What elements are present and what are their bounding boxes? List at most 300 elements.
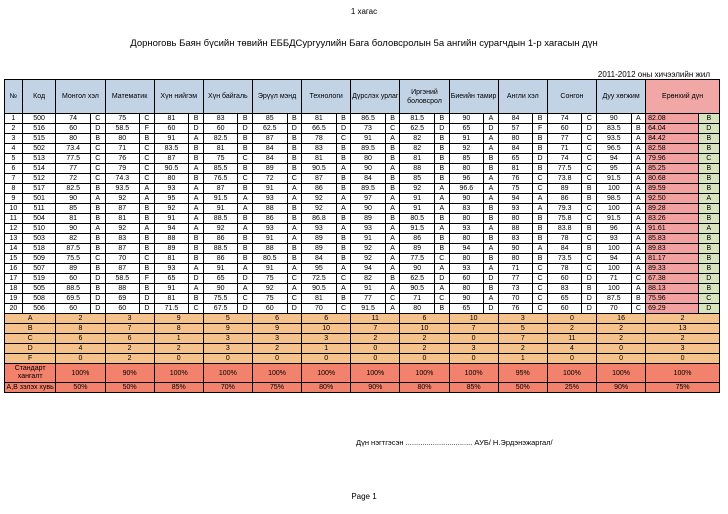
standard-row-value: 100% <box>154 364 203 383</box>
subject-score: 83 <box>449 204 484 214</box>
distribution-count: 0 <box>449 354 498 364</box>
subject-score: 83 <box>547 284 582 294</box>
subject-grade: A <box>336 164 351 174</box>
subject-score: 72 <box>56 174 91 184</box>
subject-score: 91.5 <box>597 214 632 224</box>
subject-score: 86.5 <box>351 114 386 124</box>
final-grade: B <box>698 234 719 244</box>
distribution-count: 8 <box>56 324 105 334</box>
subject-grade: C <box>582 144 597 154</box>
subject-score: 75.5 <box>203 294 238 304</box>
distribution-count: 4 <box>547 344 596 354</box>
student-code: 519 <box>22 274 56 284</box>
subject-score: 77.5 <box>547 164 582 174</box>
school-year: 2011-2012 оны хичээлийн жил <box>597 70 710 79</box>
subject-score: 91 <box>400 204 435 214</box>
subject-score: 80 <box>449 214 484 224</box>
subject-score: 86 <box>547 194 582 204</box>
subject-grade: B <box>336 154 351 164</box>
final-grade: B <box>698 134 719 144</box>
grade-distribution-row <box>5 314 720 324</box>
subject-score: 80 <box>105 134 140 144</box>
subject-score: 92 <box>203 224 238 234</box>
subject-grade: C <box>238 294 253 304</box>
row-number: 7 <box>5 174 23 184</box>
subject-score: 76.5 <box>203 174 238 184</box>
subject-grade: A <box>385 134 400 144</box>
subject-grade: D <box>582 294 597 304</box>
subject-score: 93 <box>302 224 337 234</box>
subject-grade: A <box>336 194 351 204</box>
subject-score: 71 <box>400 294 435 304</box>
student-code: 503 <box>22 234 56 244</box>
subject-score: 92 <box>449 144 484 154</box>
student-code: 500 <box>22 114 56 124</box>
row-number: 8 <box>5 184 23 194</box>
subject-score: 77.5 <box>56 154 91 164</box>
final-score: 82.58 <box>646 144 698 154</box>
subject-grade: C <box>140 114 155 124</box>
final-grade: B <box>698 174 719 184</box>
subject-grade: C <box>90 254 105 264</box>
subject-score: 89 <box>400 244 435 254</box>
subject-score: 90 <box>449 294 484 304</box>
row-number: 14 <box>5 244 23 254</box>
distribution-count: 10 <box>400 324 449 334</box>
subject-grade: A <box>385 244 400 254</box>
subject-score: 91 <box>449 134 484 144</box>
subject-grade: B <box>189 294 204 304</box>
distribution-final-count: 0 <box>646 354 720 364</box>
final-grade: B <box>698 214 719 224</box>
distribution-count: 11 <box>351 314 400 324</box>
distribution-count: 9 <box>154 314 203 324</box>
student-code: 510 <box>22 224 56 234</box>
subject-score: 87 <box>154 154 189 164</box>
subject-grade: B <box>385 274 400 284</box>
standard-row <box>5 364 720 383</box>
subject-score: 60 <box>252 304 287 314</box>
subject-grade: B <box>484 284 499 294</box>
standard-row-value: 100% <box>56 364 105 383</box>
subject-grade: A <box>484 224 499 234</box>
subject-grade: B <box>189 254 204 264</box>
ab-quality-row-value: 50% <box>498 383 547 393</box>
standard-row-value: 100% <box>252 364 301 383</box>
subject-grade: B <box>90 244 105 254</box>
subject-score: 91 <box>252 264 287 274</box>
subject-score: 83.5 <box>597 124 632 134</box>
subject-grade: C <box>140 154 155 164</box>
student-row <box>5 254 720 264</box>
distribution-count: 1 <box>498 354 547 364</box>
subject-grade: B <box>238 254 253 264</box>
subject-score: 81 <box>154 114 189 124</box>
subject-score: 81 <box>56 214 91 224</box>
subject-grade: B <box>385 144 400 154</box>
distribution-final-count: 2 <box>646 334 720 344</box>
subject-score: 71 <box>547 144 582 154</box>
subject-grade: A <box>385 164 400 174</box>
distribution-count: 10 <box>449 314 498 324</box>
subject-score: 93 <box>252 194 287 204</box>
subject-grade: B <box>189 144 204 154</box>
subject-grade: C <box>533 294 548 304</box>
final-grade: D <box>698 124 719 134</box>
subject-grade: A <box>189 194 204 204</box>
subject-score: 75 <box>252 294 287 304</box>
distribution-label: B <box>5 324 56 334</box>
subject-score: 90 <box>203 284 238 294</box>
subject-score: 92 <box>105 194 140 204</box>
subject-grade: B <box>533 164 548 174</box>
subject-grade: C <box>582 164 597 174</box>
distribution-count: 0 <box>302 354 351 364</box>
student-code: 513 <box>22 154 56 164</box>
subject-grade: B <box>238 134 253 144</box>
subject-score: 83 <box>105 234 140 244</box>
subject-score: 60 <box>56 274 91 284</box>
subject-grade: C <box>90 164 105 174</box>
subject-grade: C <box>582 254 597 264</box>
subject-score: 87.5 <box>56 244 91 254</box>
standard-row-label: Стандарт хангалт <box>5 364 56 383</box>
subject-grade: A <box>631 194 646 204</box>
subject-grade: A <box>336 224 351 234</box>
subject-grade: B <box>533 234 548 244</box>
row-number: 3 <box>5 134 23 144</box>
final-grade: B <box>698 164 719 174</box>
subject-grade: B <box>336 144 351 154</box>
subject-score: 75.8 <box>547 214 582 224</box>
subject-grade: C <box>582 154 597 164</box>
subject-score: 62.5 <box>400 274 435 284</box>
subject-grade: B <box>90 264 105 274</box>
final-grade: D <box>698 304 719 314</box>
subject-score: 57 <box>498 124 533 134</box>
subject-grade: A <box>631 144 646 154</box>
subject-grade: A <box>238 194 253 204</box>
subject-score: 80 <box>498 254 533 264</box>
subject-score: 89 <box>154 244 189 254</box>
subject-grade: B <box>582 224 597 234</box>
subject-score: 91 <box>400 194 435 204</box>
subject-score: 87 <box>105 204 140 214</box>
subject-score: 92 <box>400 184 435 194</box>
subject-grade: B <box>287 134 302 144</box>
subject-score: 94 <box>351 264 386 274</box>
distribution-count: 2 <box>351 334 400 344</box>
subject-grade: A <box>484 194 499 204</box>
subject-grade: B <box>336 184 351 194</box>
final-grade: B <box>698 204 719 214</box>
subject-grade: A <box>484 114 499 124</box>
subject-grade: B <box>484 164 499 174</box>
distribution-count: 7 <box>498 334 547 344</box>
distribution-count: 9 <box>252 324 301 334</box>
final-score: 85.25 <box>646 164 698 174</box>
table-body <box>5 114 720 393</box>
standard-row-value: 100% <box>597 364 646 383</box>
subject-grade: A <box>631 204 646 214</box>
subject-score: 94 <box>498 194 533 204</box>
final-grade: D <box>698 274 719 284</box>
subject-grade: A <box>189 184 204 194</box>
student-row <box>5 194 720 204</box>
distribution-count: 0 <box>547 354 596 364</box>
row-number: 4 <box>5 144 23 154</box>
distribution-count: 7 <box>449 324 498 334</box>
subject-grade: B <box>385 214 400 224</box>
subject-score: 91 <box>252 184 287 194</box>
subject-grade: B <box>484 154 499 164</box>
ab-quality-row-value: 25% <box>547 383 596 393</box>
subject-grade: B <box>385 174 400 184</box>
distribution-count: 0 <box>547 314 596 324</box>
subject-grade: B <box>336 294 351 304</box>
subject-score: 80 <box>154 174 189 184</box>
subject-grade: D <box>90 304 105 314</box>
subject-grade: B <box>533 144 548 154</box>
ab-quality-row-value: 75% <box>252 383 301 393</box>
distribution-count: 0 <box>597 344 646 354</box>
subject-grade: B <box>238 144 253 154</box>
subject-score: 93 <box>449 224 484 234</box>
subject-grade: B <box>238 184 253 194</box>
subject-score: 74 <box>547 114 582 124</box>
subject-score: 77 <box>498 274 533 284</box>
ab-quality-row-final: 75% <box>646 383 720 393</box>
subject-score: 58.5 <box>105 124 140 134</box>
subject-grade: B <box>435 144 450 154</box>
subject-grade: C <box>287 294 302 304</box>
final-score: 89.28 <box>646 204 698 214</box>
subject-grade: C <box>238 174 253 184</box>
subject-grade: A <box>238 224 253 234</box>
grade-distribution-row <box>5 334 720 344</box>
subject-score: 96.6 <box>449 184 484 194</box>
ab-quality-row-value: 80% <box>400 383 449 393</box>
distribution-count: 1 <box>154 334 203 344</box>
ab-quality-row-value: 90% <box>597 383 646 393</box>
subject-score: 91 <box>203 264 238 274</box>
ab-quality-row-value: 50% <box>105 383 154 393</box>
subject-grade: A <box>238 264 253 274</box>
subject-score: 80 <box>400 304 435 314</box>
subject-score: 90.5 <box>302 284 337 294</box>
subject-score: 86 <box>400 234 435 244</box>
subject-grade: A <box>189 204 204 214</box>
subject-score: 76 <box>105 154 140 164</box>
subject-score: 83 <box>302 144 337 154</box>
subject-grade: B <box>435 114 450 124</box>
distribution-count: 2 <box>105 354 154 364</box>
subject-grade: A <box>435 264 450 274</box>
row-number: 11 <box>5 214 23 224</box>
grade-distribution-row <box>5 354 720 364</box>
subject-grade: A <box>631 154 646 164</box>
student-row <box>5 294 720 304</box>
subject-grade: A <box>631 164 646 174</box>
subject-grade: C <box>582 264 597 274</box>
subject-score: 65 <box>154 274 189 284</box>
distribution-count: 0 <box>56 354 105 364</box>
subject-score: 87 <box>105 244 140 254</box>
subject-grade: A <box>435 194 450 204</box>
subject-score: 93 <box>252 224 287 234</box>
distribution-count: 3 <box>252 334 301 344</box>
standard-row-value: 100% <box>400 364 449 383</box>
subject-score: 92 <box>351 244 386 254</box>
subject-grade: B <box>435 234 450 244</box>
subject-grade: F <box>140 274 155 284</box>
distribution-count: 2 <box>547 324 596 334</box>
subject-grade: D <box>189 124 204 134</box>
student-code: 511 <box>22 204 56 214</box>
student-code: 507 <box>22 264 56 274</box>
subject-grade: B <box>189 174 204 184</box>
subject-grade: A <box>484 264 499 274</box>
final-grade: C <box>698 294 719 304</box>
subject-score: 86.8 <box>302 214 337 224</box>
subject-grade: A <box>385 284 400 294</box>
row-number: 16 <box>5 264 23 274</box>
subject-grade: D <box>435 274 450 284</box>
subject-score: 75 <box>203 154 238 164</box>
distribution-count: 0 <box>351 344 400 354</box>
subject-grade: D <box>336 124 351 134</box>
distribution-count: 2 <box>400 344 449 354</box>
subject-score: 98.5 <box>597 194 632 204</box>
subject-score: 91 <box>154 214 189 224</box>
subject-score: 89 <box>302 234 337 244</box>
student-code: 509 <box>22 254 56 264</box>
subject-score: 83.8 <box>547 224 582 234</box>
final-score: 85.83 <box>646 234 698 244</box>
subject-grade: A <box>189 214 204 224</box>
subject-score: 71 <box>597 274 632 284</box>
subject-grade: A <box>484 144 499 154</box>
subject-score: 81 <box>302 114 337 124</box>
footer-note: Дүн нэгтгэсэн ................................ АУБ/ Н.Эрдэнэжаргал/ <box>356 438 553 447</box>
final-score: 75.96 <box>646 294 698 304</box>
subject-score: 82 <box>400 134 435 144</box>
subject-grade: A <box>484 294 499 304</box>
subject-score: 73.8 <box>547 174 582 184</box>
distribution-count: 2 <box>400 334 449 344</box>
subject-score: 70 <box>302 304 337 314</box>
subject-grade: D <box>484 274 499 284</box>
subject-score: 87 <box>105 264 140 274</box>
subject-score: 94 <box>597 254 632 264</box>
standard-row-value: 100% <box>351 364 400 383</box>
final-grade: B <box>698 264 719 274</box>
student-row <box>5 274 720 284</box>
subject-score: 92 <box>105 224 140 234</box>
subject-grade: B <box>90 134 105 144</box>
final-score: 92.50 <box>646 194 698 204</box>
subject-score: 80 <box>498 214 533 224</box>
subject-grade: B <box>287 204 302 214</box>
subject-score: 95 <box>597 164 632 174</box>
subject-score: 89 <box>547 184 582 194</box>
subject-score: 92 <box>351 254 386 264</box>
subject-score: 84 <box>302 254 337 264</box>
header-subject: Технологи <box>302 80 351 114</box>
row-number: 6 <box>5 164 23 174</box>
subject-score: 91.5 <box>203 194 238 204</box>
subject-score: 95 <box>154 194 189 204</box>
subject-grade: A <box>287 184 302 194</box>
subject-score: 74.3 <box>105 174 140 184</box>
subject-score: 62.5 <box>252 124 287 134</box>
subject-grade: F <box>533 124 548 134</box>
subject-grade: B <box>582 244 597 254</box>
subject-grade: B <box>631 124 646 134</box>
subject-grade: B <box>385 114 400 124</box>
subject-grade: C <box>287 174 302 184</box>
subject-grade: A <box>435 284 450 294</box>
student-code: 518 <box>22 244 56 254</box>
subject-score: 84 <box>252 144 287 154</box>
grades-table <box>4 79 720 393</box>
subject-grade: C <box>582 204 597 214</box>
subject-grade: C <box>385 294 400 304</box>
subject-score: 90 <box>351 164 386 174</box>
subject-grade: A <box>385 264 400 274</box>
student-row <box>5 284 720 294</box>
distribution-count: 3 <box>449 344 498 354</box>
subject-score: 60 <box>105 304 140 314</box>
header-subject: Сонгон <box>547 80 596 114</box>
subject-grade: A <box>189 284 204 294</box>
subject-grade: A <box>90 194 105 204</box>
subject-grade: B <box>238 164 253 174</box>
subject-score: 80 <box>449 254 484 264</box>
subject-grade: D <box>140 294 155 304</box>
subject-score: 83 <box>498 234 533 244</box>
subject-grade: A <box>189 164 204 174</box>
subject-score: 90.5 <box>302 164 337 174</box>
subject-score: 87 <box>252 134 287 144</box>
subject-score: 88.5 <box>203 244 238 254</box>
header-subject: Математик <box>105 80 154 114</box>
subject-grade: D <box>238 274 253 284</box>
distribution-final-count: 2 <box>646 314 720 324</box>
student-row <box>5 264 720 274</box>
subject-grade: B <box>484 204 499 214</box>
subject-score: 88 <box>498 224 533 234</box>
subject-grade: A <box>336 284 351 294</box>
student-code: 502 <box>22 144 56 154</box>
subject-grade: C <box>140 144 155 154</box>
subject-grade: B <box>336 174 351 184</box>
final-score: 82.08 <box>646 114 698 124</box>
distribution-final-count: 3 <box>646 344 720 354</box>
subject-score: 94 <box>154 224 189 234</box>
subject-grade: B <box>484 254 499 264</box>
subject-grade: A <box>238 284 253 294</box>
subject-score: 72.5 <box>302 274 337 284</box>
subject-score: 60 <box>203 124 238 134</box>
subject-score: 65 <box>203 274 238 284</box>
subject-score: 82.5 <box>203 134 238 144</box>
subject-score: 75.5 <box>56 254 91 264</box>
distribution-count: 2 <box>252 344 301 354</box>
subject-score: 90 <box>498 244 533 254</box>
distribution-count: 0 <box>203 354 252 364</box>
subject-score: 100 <box>597 264 632 274</box>
